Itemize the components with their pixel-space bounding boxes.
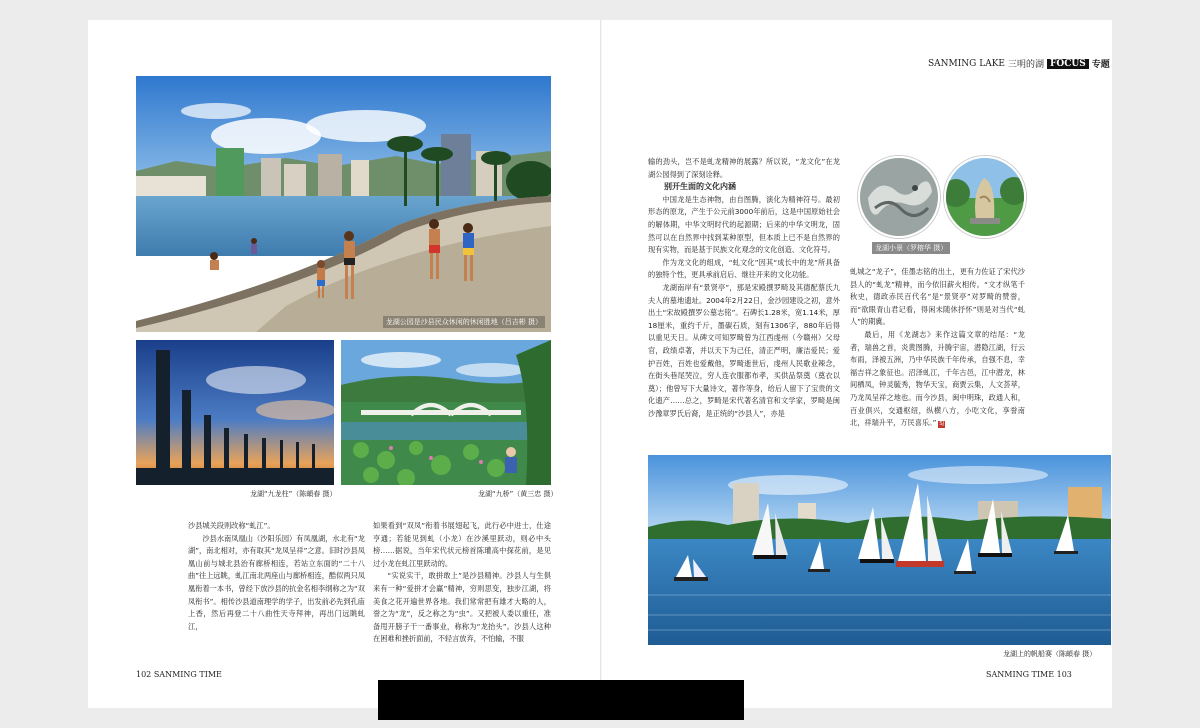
bridge-photo — [341, 340, 551, 485]
pillars-illustration — [136, 340, 334, 485]
right-col1-para-2: 中国龙是生态神物，由自图腾，演化为精神符号。最初形态的原龙，产生于公元前3000年前后，这是中国原始社会的解体期，中华文明时代的起源期；后来的中华文明龙，固然可以在自然界中找到某种原型，但本质上已不是自然界的现有实物，而是基于民族文化观念的文化创造、文化符号。 — [648, 194, 840, 255]
right-col1-para-4: 龙湖南岸有“景贤亭”，那是宋殿撰罗畸及其德配蔡氏九夫人的墓地遗址。2004年2月22日，金沙园建设之初，意外出土“宋故殿撰罗公墓志铭”。石碑长1.28米，宽1.14米，厚18厘米，重约千斤，墨碳石质，刻有1306字，880年后得以重见天日。从碑文可知罗畸曾为江西虔州（今赣州）父母官，政绩卓著，并以天下为己任，清正严明，廉洁爱民；爱护百姓，百姓也爱戴他，罗畸逝世后，虔州人民歌业辣念，在街头巷尾哭泣，穷人连衣服都布孝，买供品祭奠（奠衣以奠）；他曾写下大量诗文，著作等身，给后人留下了宝贵的文化遗产……总之，罗畸是宋代著名清官和文学家，罗畸是闽沙豫章罗氏后裔，是正统的“沙县人”，亦是 — [648, 282, 840, 418]
right-col2-para-1: 虬城之“龙子”，佳墨志铭的出土，更有力佐证了宋代沙县人的“虬龙”精神，而今依旧薪火相传。“文才纵笔千秋史，德政赤民百代名”是“景贤亭”对罗畸的赞誉，而“欲眼青山君记看，得闲未随休抒怀”则是对当代“虬人”的期冀。 — [850, 267, 1025, 327]
page-number-left: 102 SANMING TIME — [136, 670, 222, 679]
right-col1-para-1: 输的劲头，岂不是虬龙精神的展露？所以说，“龙文化”在龙湖公园得到了深刻诠释。 — [648, 157, 840, 179]
left-column-1 — [188, 520, 365, 633]
bridge-caption: 龙湖“九桥”（黄三忠 摄） — [478, 490, 558, 498]
main-photo-caption: 龙湖公园是沙县民众休闲的休闲胜地（吕吉彬 摄） — [383, 316, 545, 328]
left-col1-para-1: 沙县城关段则改称“虬江”。 — [188, 521, 275, 530]
section-title-en: SANMING LAKE — [928, 58, 1006, 69]
dragon-carving-illustration — [860, 158, 938, 236]
dragon-stone-illustration — [946, 158, 1024, 236]
dragon-caption: 龙湖小景（罗榕华 摄） — [872, 242, 950, 254]
focus-cn: 专题 — [1091, 60, 1110, 70]
sailboat-illustration — [648, 455, 1111, 645]
right-col1-para-3: 作为龙文化的组成，“虬文化”因其“成长中的龙”所具备的独特个性，更具承前启后、继往开来的文化功能。 — [648, 257, 840, 280]
section-header — [928, 57, 1110, 70]
page-number-right: SANMING TIME 103 — [986, 670, 1072, 679]
pillars-photo — [136, 340, 334, 485]
main-lake-photo — [136, 76, 551, 332]
section-subheading: 别开生面的文化内涵 — [664, 182, 736, 192]
right-col2-para-2 — [850, 329, 1025, 430]
right-column-2 — [850, 266, 1025, 430]
page-gutter — [600, 20, 602, 708]
dragon-carving-photo — [858, 156, 940, 238]
dragon-stone-photo — [944, 156, 1026, 238]
bottom-black-bar — [378, 680, 744, 720]
end-mark: SJ — [939, 421, 945, 428]
sailboat-caption: 龙湖上的帆船赛（陈頔春 摄） — [1003, 650, 1097, 658]
right-col2-para-2-text: 最后，用《龙湖志》来作这篇文章的结尾：“龙者，瑞兽之首，炎黄图腾，升腾宇宙，潜隐江湖，行云布雨，泽被五洲，乃中华民族千年传承，自强不息，幸福吉祥之象征也。沼泽虬江，千年古邑，江中潜龙，林间栖凤，钟灵毓秀，物华天宝，商贾云集，人文荟萃，乃龙凤呈祥之地也。而今沙县，闽中明珠，政通人和，百业俱兴，交通枢纽，纵横八方，小吃文化，享誉南北，祥瑞升平，万民喜乐。” — [850, 329, 1025, 428]
bridge-illustration — [341, 340, 551, 485]
left-column-2 — [373, 520, 551, 646]
left-col2-para-1: 如果看到“双凤”衔着书展翅起飞，此行必中进士，仕途亨通；若能见到虬（小龙）在沙溪里跃动，则必中头榜……据说，当年宋代状元榜首陈瓘高中探花前，是见过小龙在虬江里跃动的。 — [373, 521, 551, 568]
left-col1-para-2: 沙县水南凤凰山（沙阳乐园）有凤凰湖，水北有“龙湖”，南北相对，亦有取其“龙凤呈祥”之意。旧时沙县凤凰山前与城北县治有廊桥相连，若站立东面的“二十八曲”往上远眺，虬江南北两座山与廊桥相连，酷似两只凤凰衔着一本书，曾经下放沙县的抗金名相李纲称之为“双凤衔书”。相传沙县道南理学的学子，出发前必先到孔庙上香，然后再登二十八曲性天寺拜神，再出门远眺虬江， — [188, 533, 365, 631]
sailboat-photo — [648, 455, 1111, 645]
focus-badge: FOCUS — [1047, 59, 1089, 69]
left-col2-para-2: “实说实干，敢拼敢上”是沙县精神。沙县人与生俱来有一种“爱拼才会赢”精神，穷则思变，独步江湖，将美食之花开遍世界各地。我们常常把有雄才大略的人，誉之为“龙”，反之称之为“虫”。又把被人委以重任，准备甩开膀子干一番事业，称称为“龙抬头”。沙县人这种在困难和挫折面前，不轻言放弃，不怕输，不服 — [373, 571, 551, 644]
main-lake-illustration — [136, 76, 551, 332]
pillars-caption: 龙湖“九龙柱”（陈頔春 摄） — [250, 490, 337, 498]
section-title-cn: 三明的湖 — [1008, 60, 1045, 70]
right-column-1 — [648, 156, 840, 420]
